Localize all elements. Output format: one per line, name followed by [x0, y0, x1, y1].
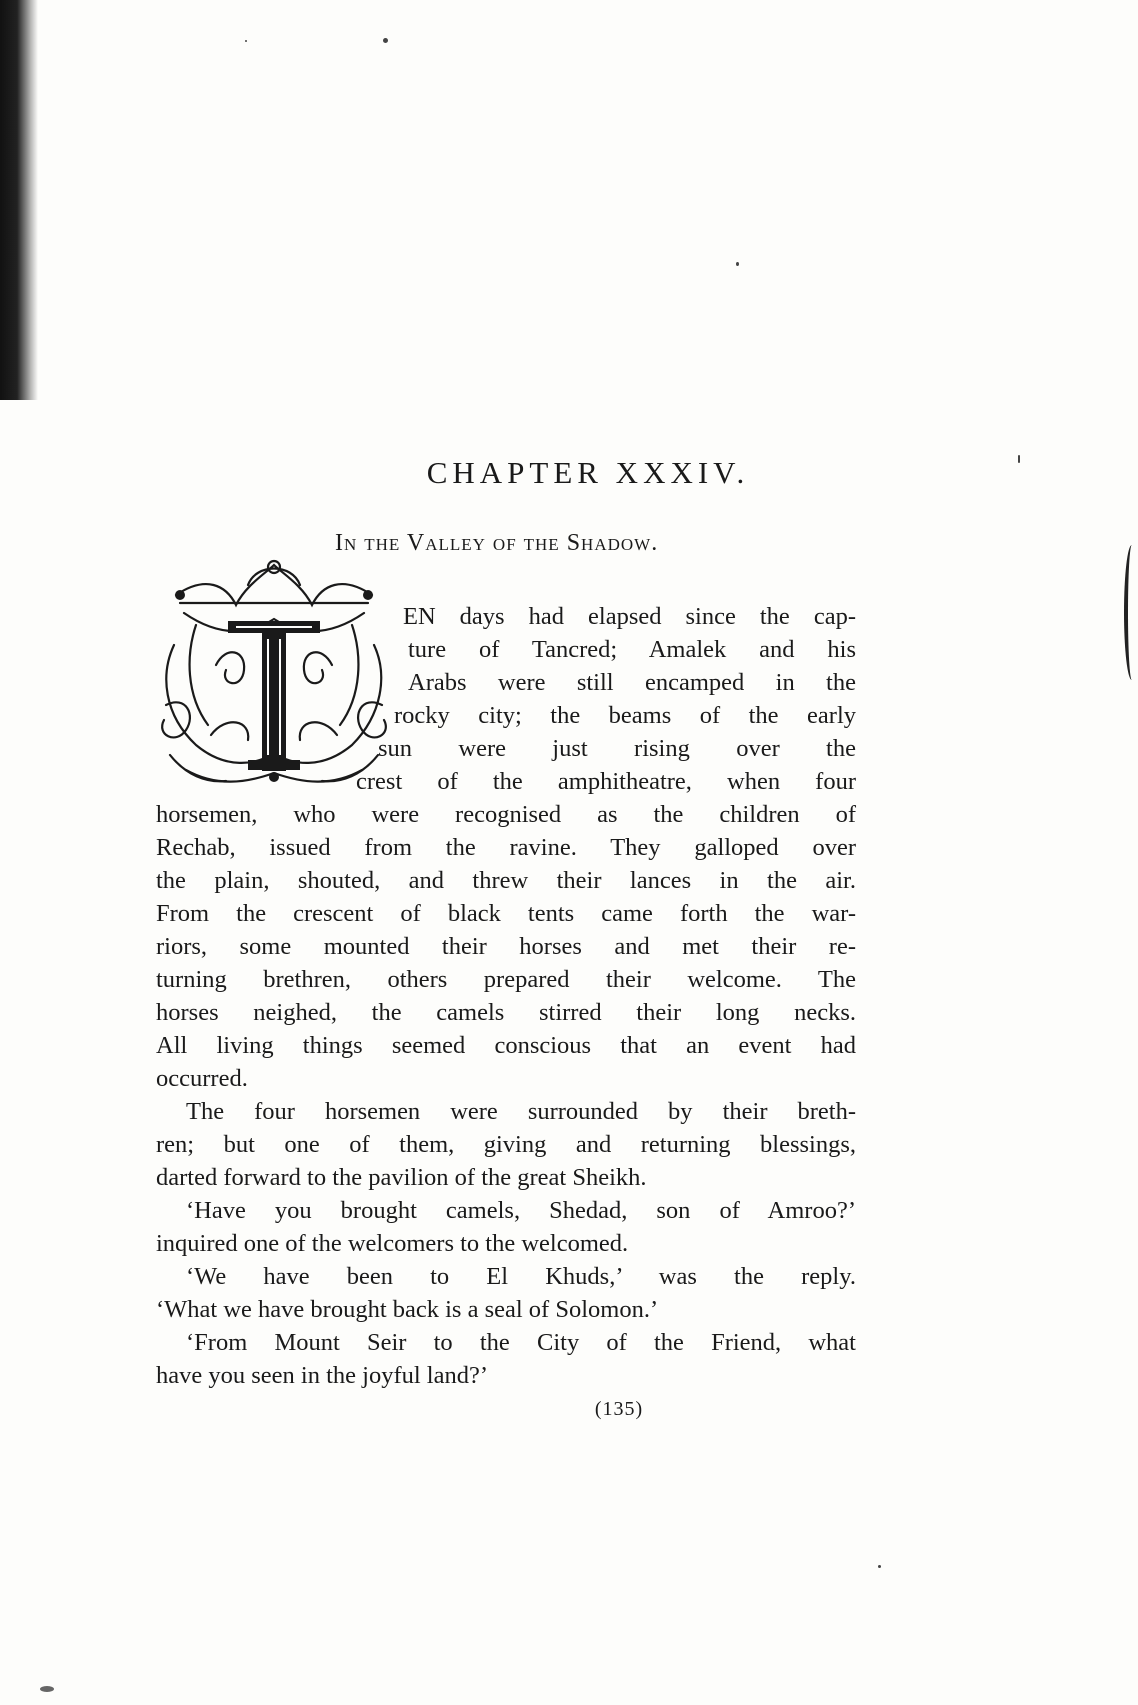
text-line: ‘What we have brought back is a seal of Solomon.’	[156, 1296, 659, 1323]
text-line: darted forward to the pavilion of the great Sheikh.	[156, 1164, 647, 1191]
text-line: ‘From Mount Seir to the City of the Friend, what	[186, 1329, 856, 1356]
text-line: horsemen, who were recognised as the children of	[156, 801, 856, 828]
text-line: Arabs were still encamped in the	[408, 669, 856, 696]
text-line: turning brethren, others prepared their welcome. The	[156, 966, 856, 993]
text-line: have you seen in the joyful land?’	[156, 1362, 489, 1389]
text-line: inquired one of the welcomers to the welcomed.	[156, 1230, 629, 1257]
text-line: ‘We have been to El Khuds,’ was the reply.	[186, 1263, 856, 1290]
text-line: the plain, shouted, and threw their lances in the air.	[156, 867, 856, 894]
text-line: From the crescent of black tents came forth the war-	[156, 900, 856, 927]
text-line: ren; but one of them, giving and returning blessings,	[156, 1131, 856, 1158]
chapter-heading: CHAPTER XXXIV.	[426, 455, 750, 490]
binding-shadow	[0, 0, 38, 400]
text-line: ture of Tancred; Amalek and his	[408, 636, 856, 663]
text-line: sun were just rising over the	[378, 735, 856, 762]
text-line: occurred.	[156, 1065, 248, 1092]
speck	[383, 38, 388, 43]
text-line: riors, some mounted their horses and met their re-	[156, 933, 856, 960]
speck	[736, 262, 739, 266]
text-line: Rechab, issued from the ravine. They galloped over	[156, 834, 856, 861]
text-line: The four horsemen were surrounded by their breth-	[186, 1098, 856, 1125]
text-line: ‘Have you brought camels, Shedad, son of Amroo?’	[186, 1197, 856, 1224]
page-edge-mark	[1124, 545, 1137, 680]
text-line: rocky city; the beams of the early	[394, 702, 856, 729]
speck	[40, 1686, 54, 1692]
chapter-subtitle: In the Valley of the Shadow.	[335, 530, 659, 556]
speck	[245, 40, 247, 42]
speck	[878, 1565, 881, 1568]
text-line: horses neighed, the camels stirred their long necks.	[156, 999, 856, 1026]
text-line: All living things seemed conscious that an event had	[156, 1032, 856, 1059]
body-text	[156, 600, 856, 1392]
text-line: EN days had elapsed since the cap-	[403, 603, 856, 630]
text-line: crest of the amphitheatre, when four	[356, 768, 856, 795]
page-number: (135)	[594, 1398, 644, 1420]
